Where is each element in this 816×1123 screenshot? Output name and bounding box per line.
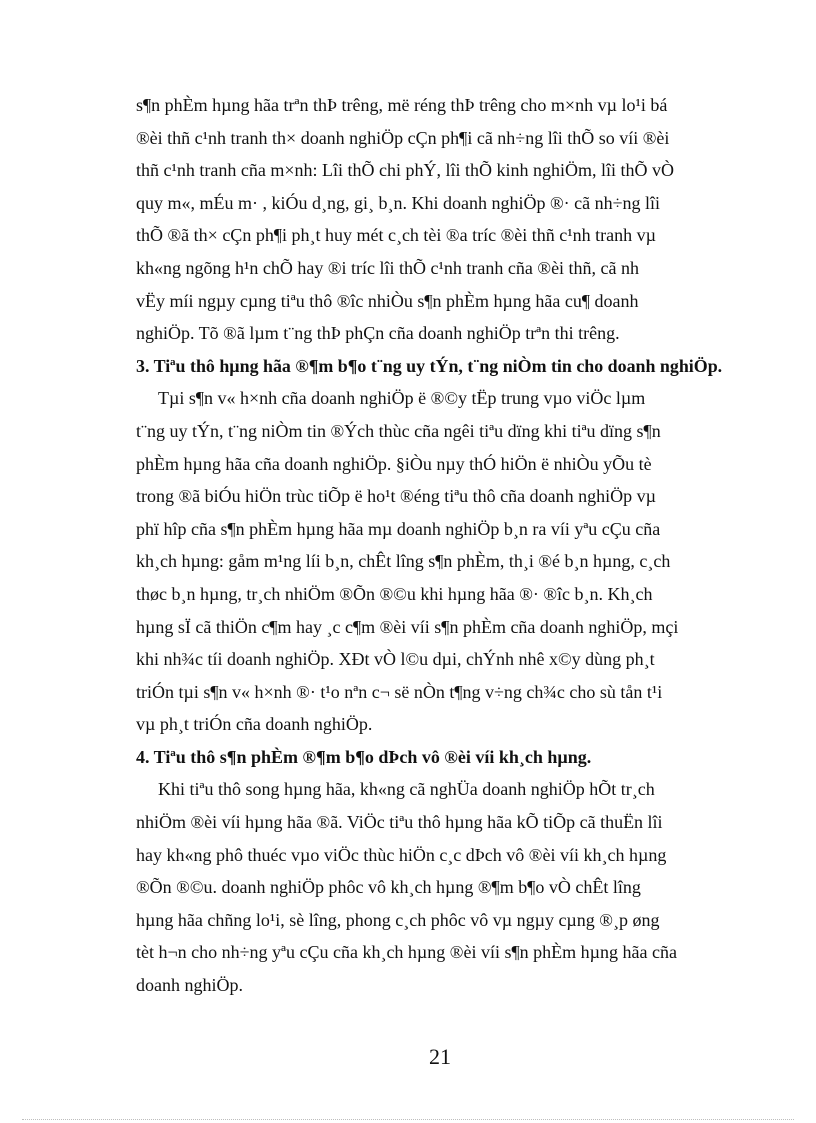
body-text <box>136 89 722 1002</box>
text-line: hµng sÏ cã thiÖn c¶m hay ¸c c¶m ®èi víi s¶n phÈm cña doanh nghiÖp, mçi <box>136 616 679 637</box>
text-line: trong ®ã biÓu hiÖn trùc tiÕp ë ho¹t ®éng tiªu thô cña doanh nghiÖp vµ <box>136 486 657 507</box>
page-number: 21 <box>429 1044 451 1069</box>
text-line: Khi tiªu thô song hµng hãa, kh«ng cã nghÜa doanh nghiÖp hÕt tr¸ch <box>158 779 655 800</box>
text-line: t¨ng uy tÝn, t¨ng niÒm tin ®Ých thùc cña ngêi tiªu dïng khi tiªu dïng s¶n <box>136 420 661 441</box>
section-heading: 3. Tiªu thô hµng hãa ®¶m b¶o t¨ng uy tÝn, t¨ng niÒm tin cho doanh nghiÖp. <box>136 355 723 376</box>
text-line: kh«ng ngõng h¹n chÕ hay ®i tríc lîi thÕ c¹nh tranh cña ®èi thñ, cã nh <box>136 257 640 278</box>
text-line: triÓn tµi s¶n v« h×nh ®· t¹o nªn c¬ së nÒn t¶ng v÷ng ch¾c cho sù tån t¹i <box>136 681 663 702</box>
text-line: thøc b¸n hµng, tr¸ch nhiÖm ®Õn ®©u khi hµng hãa ®· ®îc b¸n. Kh¸ch <box>136 583 653 604</box>
section-heading: 4. Tiªu thô s¶n phÈm ®¶m b¶o dÞch vô ®èi víi kh¸ch hµng. <box>136 746 592 767</box>
text-line: ®èi thñ c¹nh tranh th× doanh nghiÖp cÇn ph¶i cã nh÷ng lîi thÕ so víi ®èi <box>136 127 670 148</box>
text-line: thÕ ®ã th× cÇn ph¶i ph¸t huy mét c¸ch tèi ®a tríc ®èi thñ c¹nh tranh vµ <box>136 225 656 246</box>
text-line: nghiÖp. Tõ ®ã lµm t¨ng thÞ phÇn cña doanh nghiÖp trªn thi trêng. <box>136 323 620 344</box>
text-line: vµ ph¸t triÓn cña doanh nghiÖp. <box>136 714 373 735</box>
text-line: khi nh¾c tíi doanh nghiÖp. XÐt vÒ l©u dµi, chÝnh nhê x©y dùng ph¸t <box>136 649 655 670</box>
text-line: vËy míi ngµy cµng tiªu thô ®îc nhiÒu s¶n phÈm hµng hãa cu¶ doanh <box>136 290 639 311</box>
text-line: ®Õn ®©u. doanh nghiÖp phôc vô kh¸ch hµng ®¶m b¶o vÒ chÊt lîng <box>136 877 641 898</box>
text-line: phÈm hµng hãa cña doanh nghiÖp. §iÒu nµy thÓ hiÖn ë nhiÒu yÕu tè <box>136 453 652 474</box>
text-line: nhiÖm ®èi víi hµng hãa ®ã. ViÖc tiªu thô hµng hãa kÕ tiÕp cã thuËn lîi <box>136 812 663 833</box>
page-bottom-rule <box>22 1119 794 1120</box>
text-line: kh¸ch hµng: gåm m¹ng líi b¸n, chÊt lîng s¶n phÈm, th¸i ®é b¸n hµng, c¸ch <box>136 551 671 572</box>
text-line: phï hîp cña s¶n phÈm hµng hãa mµ doanh nghiÖp b¸n ra víi yªu cÇu cña <box>136 518 661 539</box>
text-line: tèt h¬n cho nh÷ng yªu cÇu cña kh¸ch hµng ®èi víi s¶n phÈm hµng hãa cña <box>136 942 677 963</box>
text-line: s¶n phÈm hµng hãa trªn thÞ trêng, më réng thÞ trêng cho m×nh vµ lo¹i bá <box>136 95 668 115</box>
text-line: doanh nghiÖp. <box>136 975 243 996</box>
text-line: hay kh«ng phô thuéc vµo viÖc thùc hiÖn c¸c dÞch vô ®èi víi kh¸ch hµng <box>136 844 667 865</box>
text-line: Tµi s¶n v« h×nh cña doanh nghiÖp ë ®©y tËp trung vµo viÖc lµm <box>158 388 646 409</box>
text-line: quy m«, mÉu m· , kiÓu d¸ng, gi¸ b¸n. Khi doanh nghiÖp ®· cã nh÷ng lîi <box>136 192 660 213</box>
text-line: hµng hãa chñng lo¹i, sè lîng, phong c¸ch phôc vô vµ ngµy cµng ®¸p øng <box>136 909 660 930</box>
text-line: thñ c¹nh tranh cña m×nh: Lîi thÕ chi phÝ, lîi thÕ kinh nghiÖm, lîi thÕ vÒ <box>136 160 674 181</box>
